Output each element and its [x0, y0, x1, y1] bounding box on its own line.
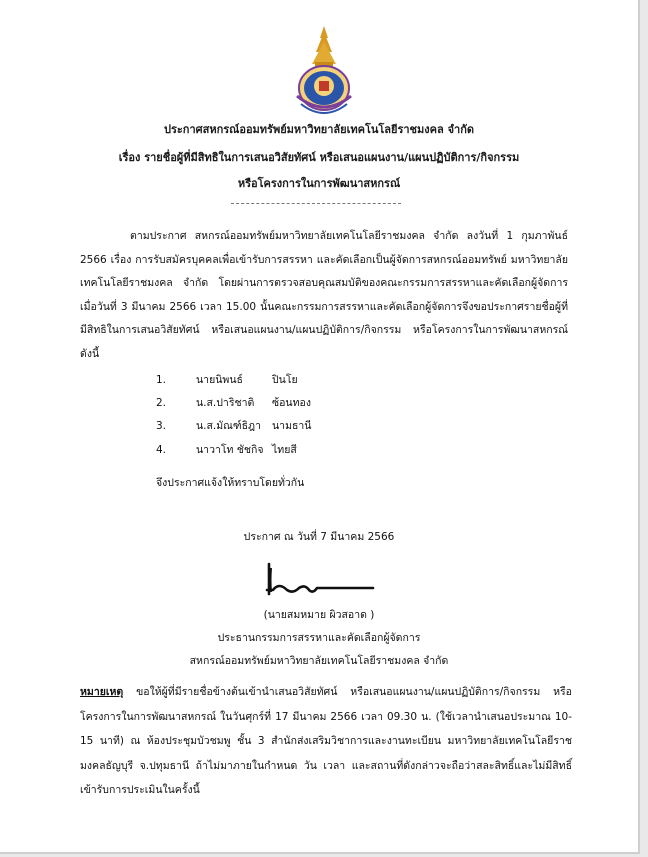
item-number: 4.: [156, 443, 167, 456]
university-emblem: [289, 26, 359, 116]
candidate-last-name: ไทยสี: [272, 443, 297, 456]
signature-image: [255, 560, 375, 604]
remark-text: ขอให้ผู้ที่มีรายชื่อข้างต้นเข้านำเสนอวิสัยทัศน์ หรือเสนอแผนงาน/แผนปฏิบัติการ/กิจกรรม หรือโครงการในการพัฒนาสหกรณ์ ในวันศุกร์ที่ 17 มีนาคม 2566 เวลา 09.30 น. (ใช้เวลานำเสนอประมาณ 10-15 นาที) ณ ห้องประชุมบัวชมพู ชั้น 3 สำนักส่งเสริมวิชาการและงานทะเบียน มหาวิทยาลัยเทคโนโลยีราชมงคลธัญบุรี จ.ปทุมธานี ถ้าไม่มาภายในกำหนด วัน เวลา และสถานที่ดังกล่าวจะถือว่าสละสิทธิ์และไม่มีสิทธิ์เข้ารับการประเมินในครั้งนี้: [80, 686, 572, 796]
body-paragraph: [80, 225, 568, 366]
candidate-last-name: ซ้อนทอง: [272, 397, 311, 410]
list-item: [156, 439, 311, 462]
remark-paragraph: [80, 680, 572, 803]
dashed-divider: [231, 203, 401, 204]
announcement-date: ประกาศ ณ วันที่ 7 มีนาคม 2566: [243, 531, 395, 543]
announcement-subject-cont: หรือโครงการในการพัฒนาสหกรณ์: [237, 177, 401, 190]
candidate-first-name: น.ส.มัณฑ์ธิฎา: [196, 420, 261, 433]
candidate-first-name: นาวาโท ชัชกิจ: [196, 443, 264, 456]
list-item: [156, 369, 311, 392]
candidate-first-name: น.ส.ปาริชาติ: [196, 397, 255, 410]
item-number: 2.: [156, 397, 167, 410]
item-number: 1.: [156, 374, 167, 386]
body-paragraph-text: ตามประกาศ สหกรณ์ออมทรัพย์มหาวิทยาลัยเทคโนโลยีราชมงคล จำกัด ลงวันที่ 1 กุมภาพันธ์ 2566 เรื่อง การรับสมัครบุคคลเพื่อเข้ารับการสรรหา และคัดเลือกเป็นผู้จัดการสหกรณ์ออมทรัพย์ มหาวิทยาลัยเทคโนโลยีราชมงคล จำกัด โดยผ่านการตรวจสอบคุณสมบัติของคณะกรรมการสรรหาและคัดเลือกผู้จัดการ เมื่อวันที่ 3 มีนาคม 2566 เวลา 15.00 นั้นคณะกรรมการสรรหาและคัดเลือกผู้จัดการจึงขอประกาศรายชื่อผู้ที่มีสิทธิในการเสนอวิสัยทัศน์ หรือเสนอแผนงาน/แผนปฏิบัติการ/กิจกรรม หรือโครงการในการพัฒนาสหกรณ์ ดังนี้: [80, 230, 568, 360]
candidate-first-name: นายนิพนธ์: [196, 374, 243, 386]
list-item: [156, 415, 311, 438]
announcement-title: ประกาศสหกรณ์ออมทรัพย์มหาวิทยาลัยเทคโนโลยีราชมงคล จำกัด: [163, 123, 474, 136]
signatory-name: (นายสมหมาย ผิวสอาด ): [263, 609, 375, 621]
remark-label: หมายเหตุ: [80, 686, 124, 698]
list-item: [156, 392, 311, 415]
candidate-list: [156, 369, 311, 462]
announce-statement: จึงประกาศแจ้งให้ทราบโดยทั่วกัน: [156, 477, 305, 489]
candidate-last-name: นามธานี: [272, 420, 312, 433]
signatory-position: ประธานกรรมการสรรหาและคัดเลือกผู้จัดการ: [217, 632, 421, 644]
announcement-subject: เรื่อง รายชื่อผู้ที่มีสิทธิในการเสนอวิสัยทัศน์ หรือเสนอแผนงาน/แผนปฏิบัติการ/กิจกรรม: [118, 151, 520, 164]
item-number: 3.: [156, 420, 167, 433]
candidate-last-name: ปินโย: [272, 374, 298, 386]
signatory-organization: สหกรณ์ออมทรัพย์มหาวิทยาลัยเทคโนโลยีราชมงคล จำกัด: [189, 655, 449, 667]
